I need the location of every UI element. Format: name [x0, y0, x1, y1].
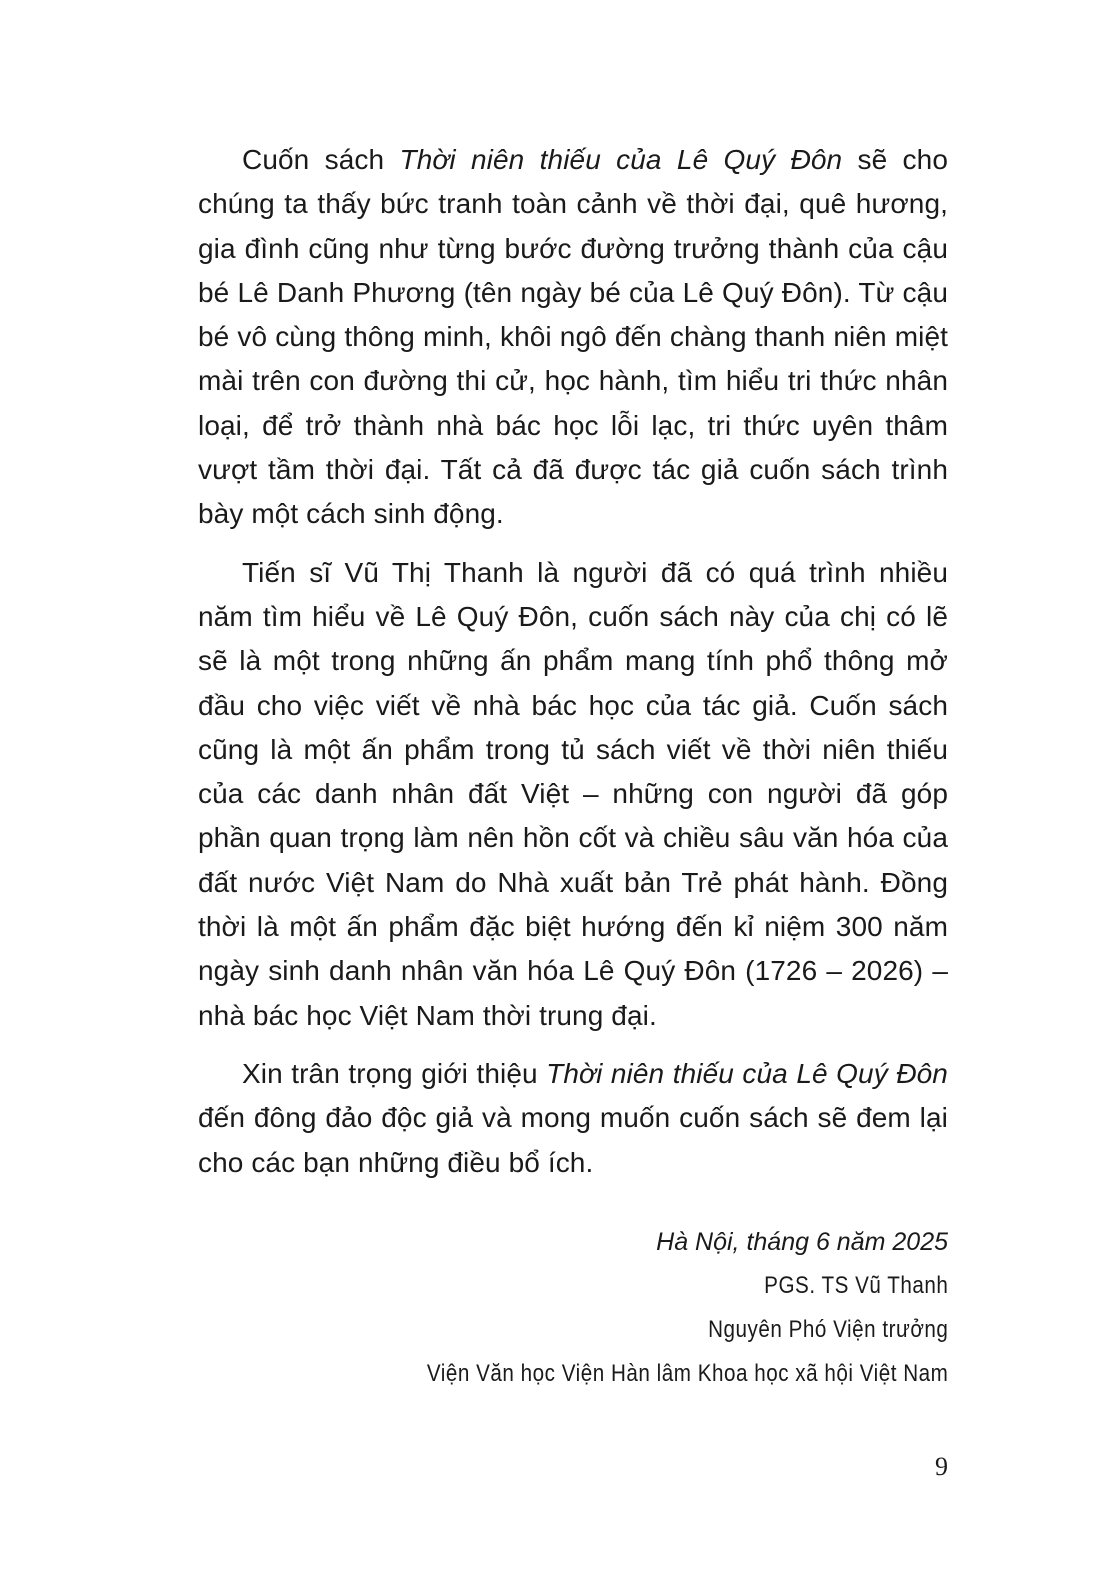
paragraph-intro-text-start: Cuốn sách [242, 144, 400, 175]
paragraph-intro-text-end: sẽ cho chúng ta thấy bức tranh toàn cảnh về thời đại, quê hương, gia đình cũng như từng bước đường trưởng thành của cậu bé Lê Danh Phương (tên ngày bé của Lê Quý Đôn). Từ cậu bé vô cùng thông minh, khôi ngô đến chàng thanh niên miệt mài trên con đường thi cử, học hành, tìm hiểu tri thức nhân loại, để trở thành nhà bác học lỗi lạc, tri thức uyên thâm vượt tầm thời đại. Tất cả đã được tác giả cuốn sách trình bày một cách sinh động. [198, 144, 948, 530]
paragraph-closing-text-start: Xin trân trọng giới thiệu [242, 1057, 547, 1089]
signature-organization: Viện Văn học Viện Hàn lâm Khoa học xã hội Việt Nam [426, 1360, 948, 1387]
book-title-italic: Thời niên thiếu của Lê Quý Đôn [546, 1057, 948, 1089]
paragraph-closing-text-end: đến đông đảo độc giả và mong muốn cuốn sách sẽ đem lại cho các bạn những điều bổ ích. [198, 1102, 948, 1178]
signature-place-date: Hà Nội, tháng 6 năm 2025 [656, 1228, 948, 1256]
paragraph-author-text: Tiến sĩ Vũ Thị Thanh là người đã có quá trình nhiều năm tìm hiểu về Lê Quý Đôn, cuốn sách này của chị có lẽ sẽ là một trong những ấn phẩm mang tính phổ thông mở đầu cho việc viết về nhà bác học của tác giả. Cuốn sách cũng là một ấn phẩm trong tủ sách viết về thời niên thiếu của các danh nhân đất Việt – những con người đã góp phần quan trọng làm nên hồn cốt và chiều sâu văn hóa của đất nước Việt Nam do Nhà xuất bản Trẻ phát hành. Đồng thời là một ấn phẩm đặc biệt hướng đến kỉ niệm 300 năm ngày sinh danh nhân văn hóa Lê Quý Đôn (1726 – 2026) – nhà bác học Việt Nam thời trung đại. [198, 556, 948, 1031]
paragraph-intro [198, 138, 948, 537]
page-number: 9 [935, 1452, 948, 1481]
signature-block [342, 1220, 948, 1396]
page-body [198, 138, 948, 1199]
paragraph-closing [198, 1052, 948, 1185]
signature-name: PGS. TS Vũ Thanh [763, 1272, 948, 1299]
book-title-italic: Thời niên thiếu của Lê Quý Đôn [399, 144, 843, 175]
paragraph-author [198, 551, 948, 1038]
signature-title: Nguyên Phó Viện trưởng [707, 1316, 948, 1343]
